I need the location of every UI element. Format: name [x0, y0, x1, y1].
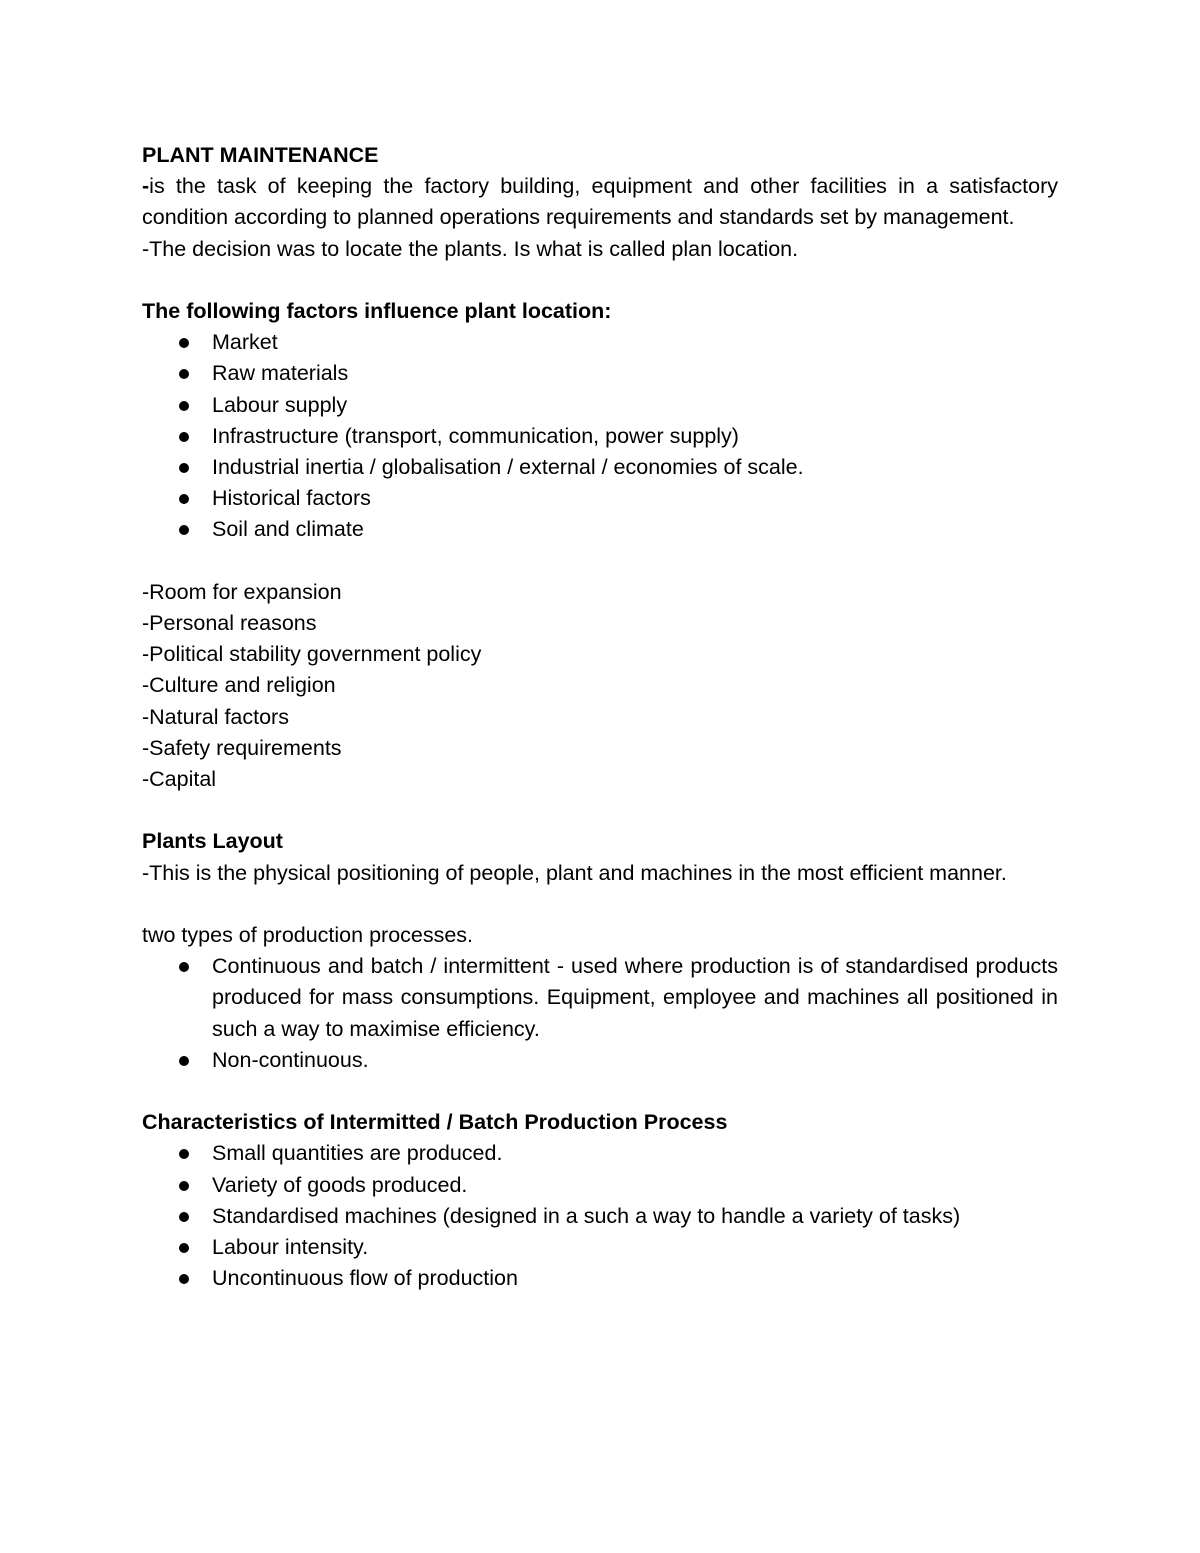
list-item: Historical factors	[212, 483, 1058, 514]
list-item: Variety of goods produced.	[212, 1170, 1058, 1201]
bullet-icon	[179, 338, 189, 348]
batch-characteristics-heading: Characteristics of Intermitted / Batch Production Process	[142, 1110, 728, 1135]
bullet-icon	[179, 1243, 189, 1253]
production-processes-intro: two types of production processes.	[142, 923, 474, 948]
spacer	[142, 265, 1058, 296]
document-page	[142, 140, 1058, 1294]
bullet-icon	[179, 525, 189, 535]
location-factors-list	[142, 327, 1058, 545]
list-item: Labour supply	[212, 390, 1058, 421]
list-item: Uncontinuous flow of production	[212, 1263, 1058, 1294]
other-factor-item: -Political stability government policy	[142, 642, 482, 667]
spacer	[142, 795, 1058, 826]
other-factor-item: -Safety requirements	[142, 735, 342, 760]
other-factor-item: -Capital	[142, 767, 217, 792]
bullet-icon	[179, 962, 189, 972]
other-factor-item: -Natural factors	[142, 704, 289, 729]
plants-layout-heading: Plants Layout	[142, 829, 283, 854]
other-factor-item: -Room for expansion	[142, 579, 342, 604]
bullet-icon	[179, 1149, 189, 1159]
list-item: Infrastructure (transport, communication, power supply)	[212, 421, 1058, 452]
plant-location-note: -The decision was to locate the plants. Is what is called plan location.	[142, 236, 799, 261]
other-factor-item: -Personal reasons	[142, 611, 317, 636]
spacer	[142, 546, 1058, 577]
other-factor-item: -Culture and religion	[142, 673, 336, 698]
list-item: Non-continuous.	[212, 1045, 1058, 1076]
list-item: Market	[212, 327, 1058, 358]
definition-lead-dash: -	[142, 174, 150, 199]
bullet-icon	[179, 1181, 189, 1191]
location-factors-heading: The following factors influence plant location:	[142, 299, 612, 323]
bullet-icon	[179, 494, 189, 504]
bullet-icon	[179, 1274, 189, 1284]
list-item: Small quantities are produced.	[212, 1138, 1058, 1169]
list-item: Standardised machines (designed in a such a way to handle a variety of tasks)	[212, 1201, 1058, 1232]
list-item: Industrial inertia / globalisation / external / economies of scale.	[212, 452, 1058, 483]
spacer	[142, 889, 1058, 920]
list-item: Labour intensity.	[212, 1232, 1058, 1263]
plants-layout-definition: -This is the physical positioning of people, plant and machines in the most efficient manner.	[142, 860, 1007, 885]
plant-maintenance-definition	[142, 171, 1058, 233]
bullet-icon	[179, 463, 189, 473]
definition-text: is the task of keeping the factory building, equipment and other facilities in a satisfactory condition according to planned operations requirements and standards set by management.	[142, 174, 1058, 230]
list-item: Continuous and batch / intermittent - used where production is of standardised products produced for mass consumptions. Equipment, employee and machines all positioned in such a way to maximise efficiency.	[212, 951, 1058, 1045]
bullet-icon	[179, 1212, 189, 1222]
production-processes-list	[142, 951, 1058, 1076]
bullet-icon	[179, 401, 189, 411]
bullet-icon	[179, 369, 189, 379]
plant-maintenance-heading: PLANT MAINTENANCE	[142, 143, 379, 167]
spacer	[142, 1076, 1058, 1107]
bullet-icon	[179, 1056, 189, 1066]
bullet-icon	[179, 432, 189, 442]
batch-characteristics-list	[142, 1138, 1058, 1294]
list-item: Raw materials	[212, 358, 1058, 389]
list-item: Soil and climate	[212, 514, 1058, 545]
